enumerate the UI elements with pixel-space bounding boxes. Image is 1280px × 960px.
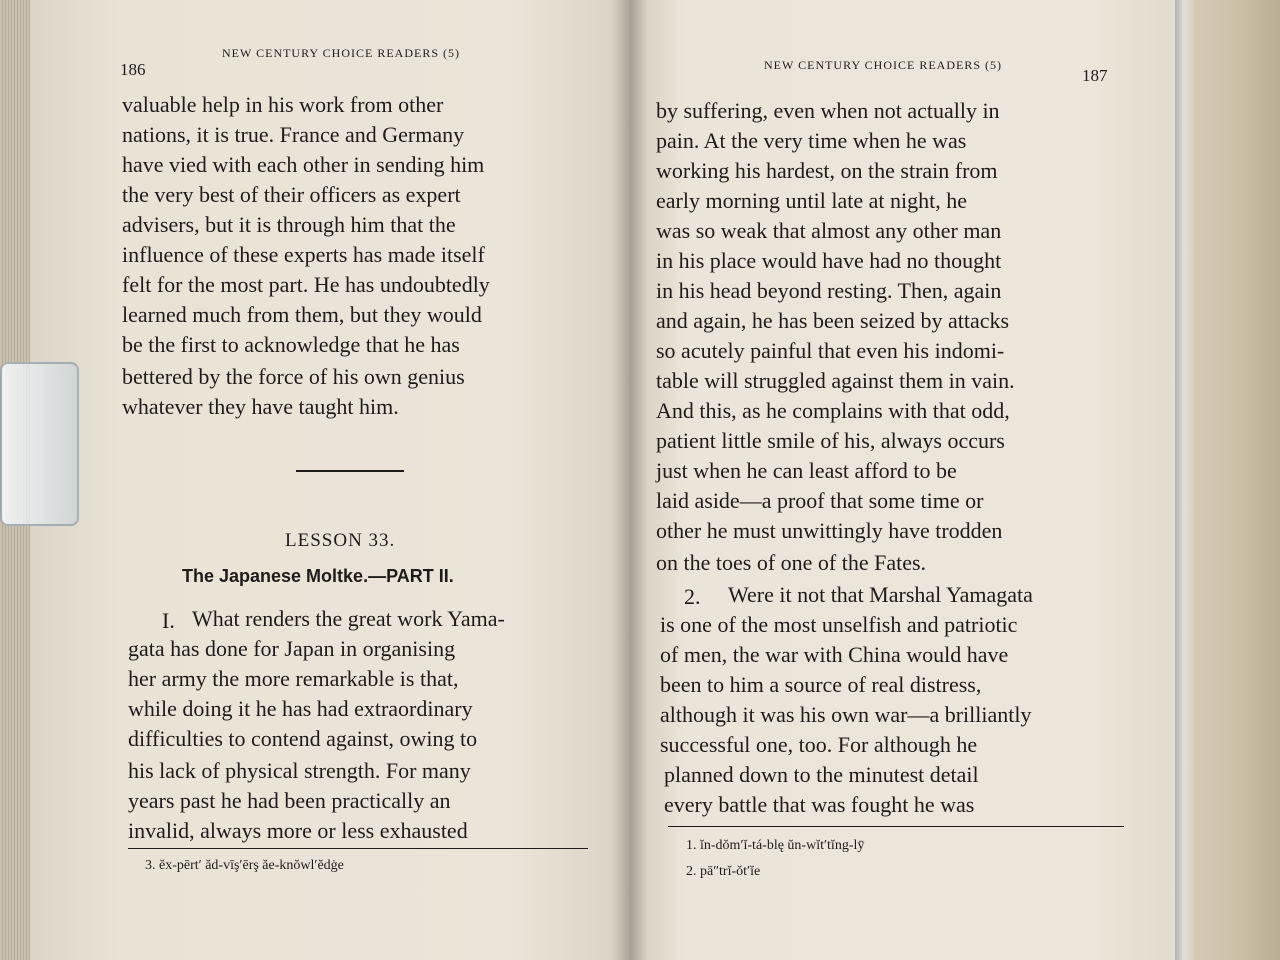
text-line: other he must unwittingly have trodden	[656, 518, 1003, 543]
glass-weight	[1168, 0, 1194, 960]
text-line: What renders the great work Yama-	[192, 606, 505, 631]
text-line: while doing it he has had extraordinary	[128, 696, 473, 721]
text-line: was so weak that almost any other man	[656, 218, 1002, 243]
text-line: on the toes of one of the Fates.	[656, 550, 927, 575]
footnote-rule	[668, 826, 1124, 827]
text-line: learned much from them, but they would	[122, 302, 482, 327]
text-line: every battle that was fought he was	[664, 792, 975, 817]
text-line: his lack of physical strength. For many	[128, 758, 471, 783]
right-running-head: NEW CENTURY CHOICE READERS (5)	[764, 58, 1002, 72]
section-divider	[296, 470, 404, 472]
text-line: nations, it is true. France and Germany	[122, 122, 465, 147]
text-line: influence of these experts has made itself	[122, 242, 485, 267]
text-line: her army the more remarkable is that,	[128, 666, 459, 691]
footnote: 3. ĕx-pērt′ ăd-vīş′ērş ăe-knŏwl′ĕdġe	[145, 858, 344, 873]
paragraph-number: 2.	[684, 584, 701, 609]
book-cover	[1182, 0, 1280, 960]
text-line: whatever they have taught him.	[122, 394, 399, 419]
text-line: difficulties to contend against, owing to	[128, 726, 478, 751]
text-line: by suffering, even when not actually in	[656, 98, 1000, 123]
text-line: table will struggled against them in vain.	[656, 368, 1015, 393]
book-gutter	[612, 0, 648, 960]
text-line: invalid, always more or less exhausted	[128, 818, 468, 843]
text-line: years past he had been practically an	[128, 788, 451, 813]
footnote: 2. pā″trĭ-ŏt′ĭe	[686, 864, 761, 879]
text-line: And this, as he complains with that odd,	[656, 398, 1010, 423]
text-line: been to him a source of real distress,	[660, 672, 982, 697]
text-line: Were it not that Marshal Yamagata	[728, 582, 1033, 607]
text-line: early morning until late at night, he	[656, 188, 967, 213]
text-line: patient little smile of his, always occurs	[656, 428, 1005, 453]
text-line: bettered by the force of his own genius	[122, 364, 465, 389]
text-line: so acutely painful that even his indomi-	[656, 338, 1005, 363]
paragraph-number: I.	[162, 608, 175, 633]
text-line: felt for the most part. He has undoubtedly	[122, 272, 490, 297]
lesson-heading: LESSON 33.	[285, 530, 396, 551]
text-line: in his head beyond resting. Then, again	[656, 278, 1002, 303]
text-line: in his place would have had no thought	[656, 248, 1002, 273]
left-running-head: NEW CENTURY CHOICE READERS (5)	[222, 46, 460, 60]
lesson-title: The Japanese Moltke.—PART II.	[182, 566, 454, 586]
text-line: although it was his own war—a brilliantly	[660, 702, 1032, 727]
text-line: and again, he has been seized by attacks	[656, 308, 1010, 333]
footnote-rule	[128, 848, 588, 849]
text-line: successful one, too. For although he	[660, 732, 978, 757]
right-page-number: 187	[1082, 66, 1108, 85]
text-line: working his hardest, on the strain from	[656, 158, 998, 183]
text-line: pain. At the very time when he was	[656, 128, 967, 153]
text-line: is one of the most unselfish and patriotic	[660, 612, 1018, 637]
left-page-number: 186	[120, 60, 146, 79]
text-line: laid aside—a proof that some time or	[656, 488, 984, 513]
footnote: 1. ĭn-dŏm′ĭ-tá-blę ŭn-wĭt′tĭng-lȳ	[686, 838, 865, 853]
text-line: just when he can least afford to be	[656, 458, 957, 483]
text-line: valuable help in his work from other	[122, 92, 444, 117]
page-clip	[0, 362, 79, 526]
text-line: be the first to acknowledge that he has	[122, 332, 460, 357]
text-line: planned down to the minutest detail	[664, 762, 979, 787]
text-line: the very best of their officers as expert	[122, 182, 461, 207]
text-line: of men, the war with China would have	[660, 642, 1009, 667]
text-line: advisers, but it is through him that the	[122, 212, 456, 237]
text-line: gata has done for Japan in organising	[128, 636, 456, 661]
text-line: have vied with each other in sending him	[122, 152, 485, 177]
